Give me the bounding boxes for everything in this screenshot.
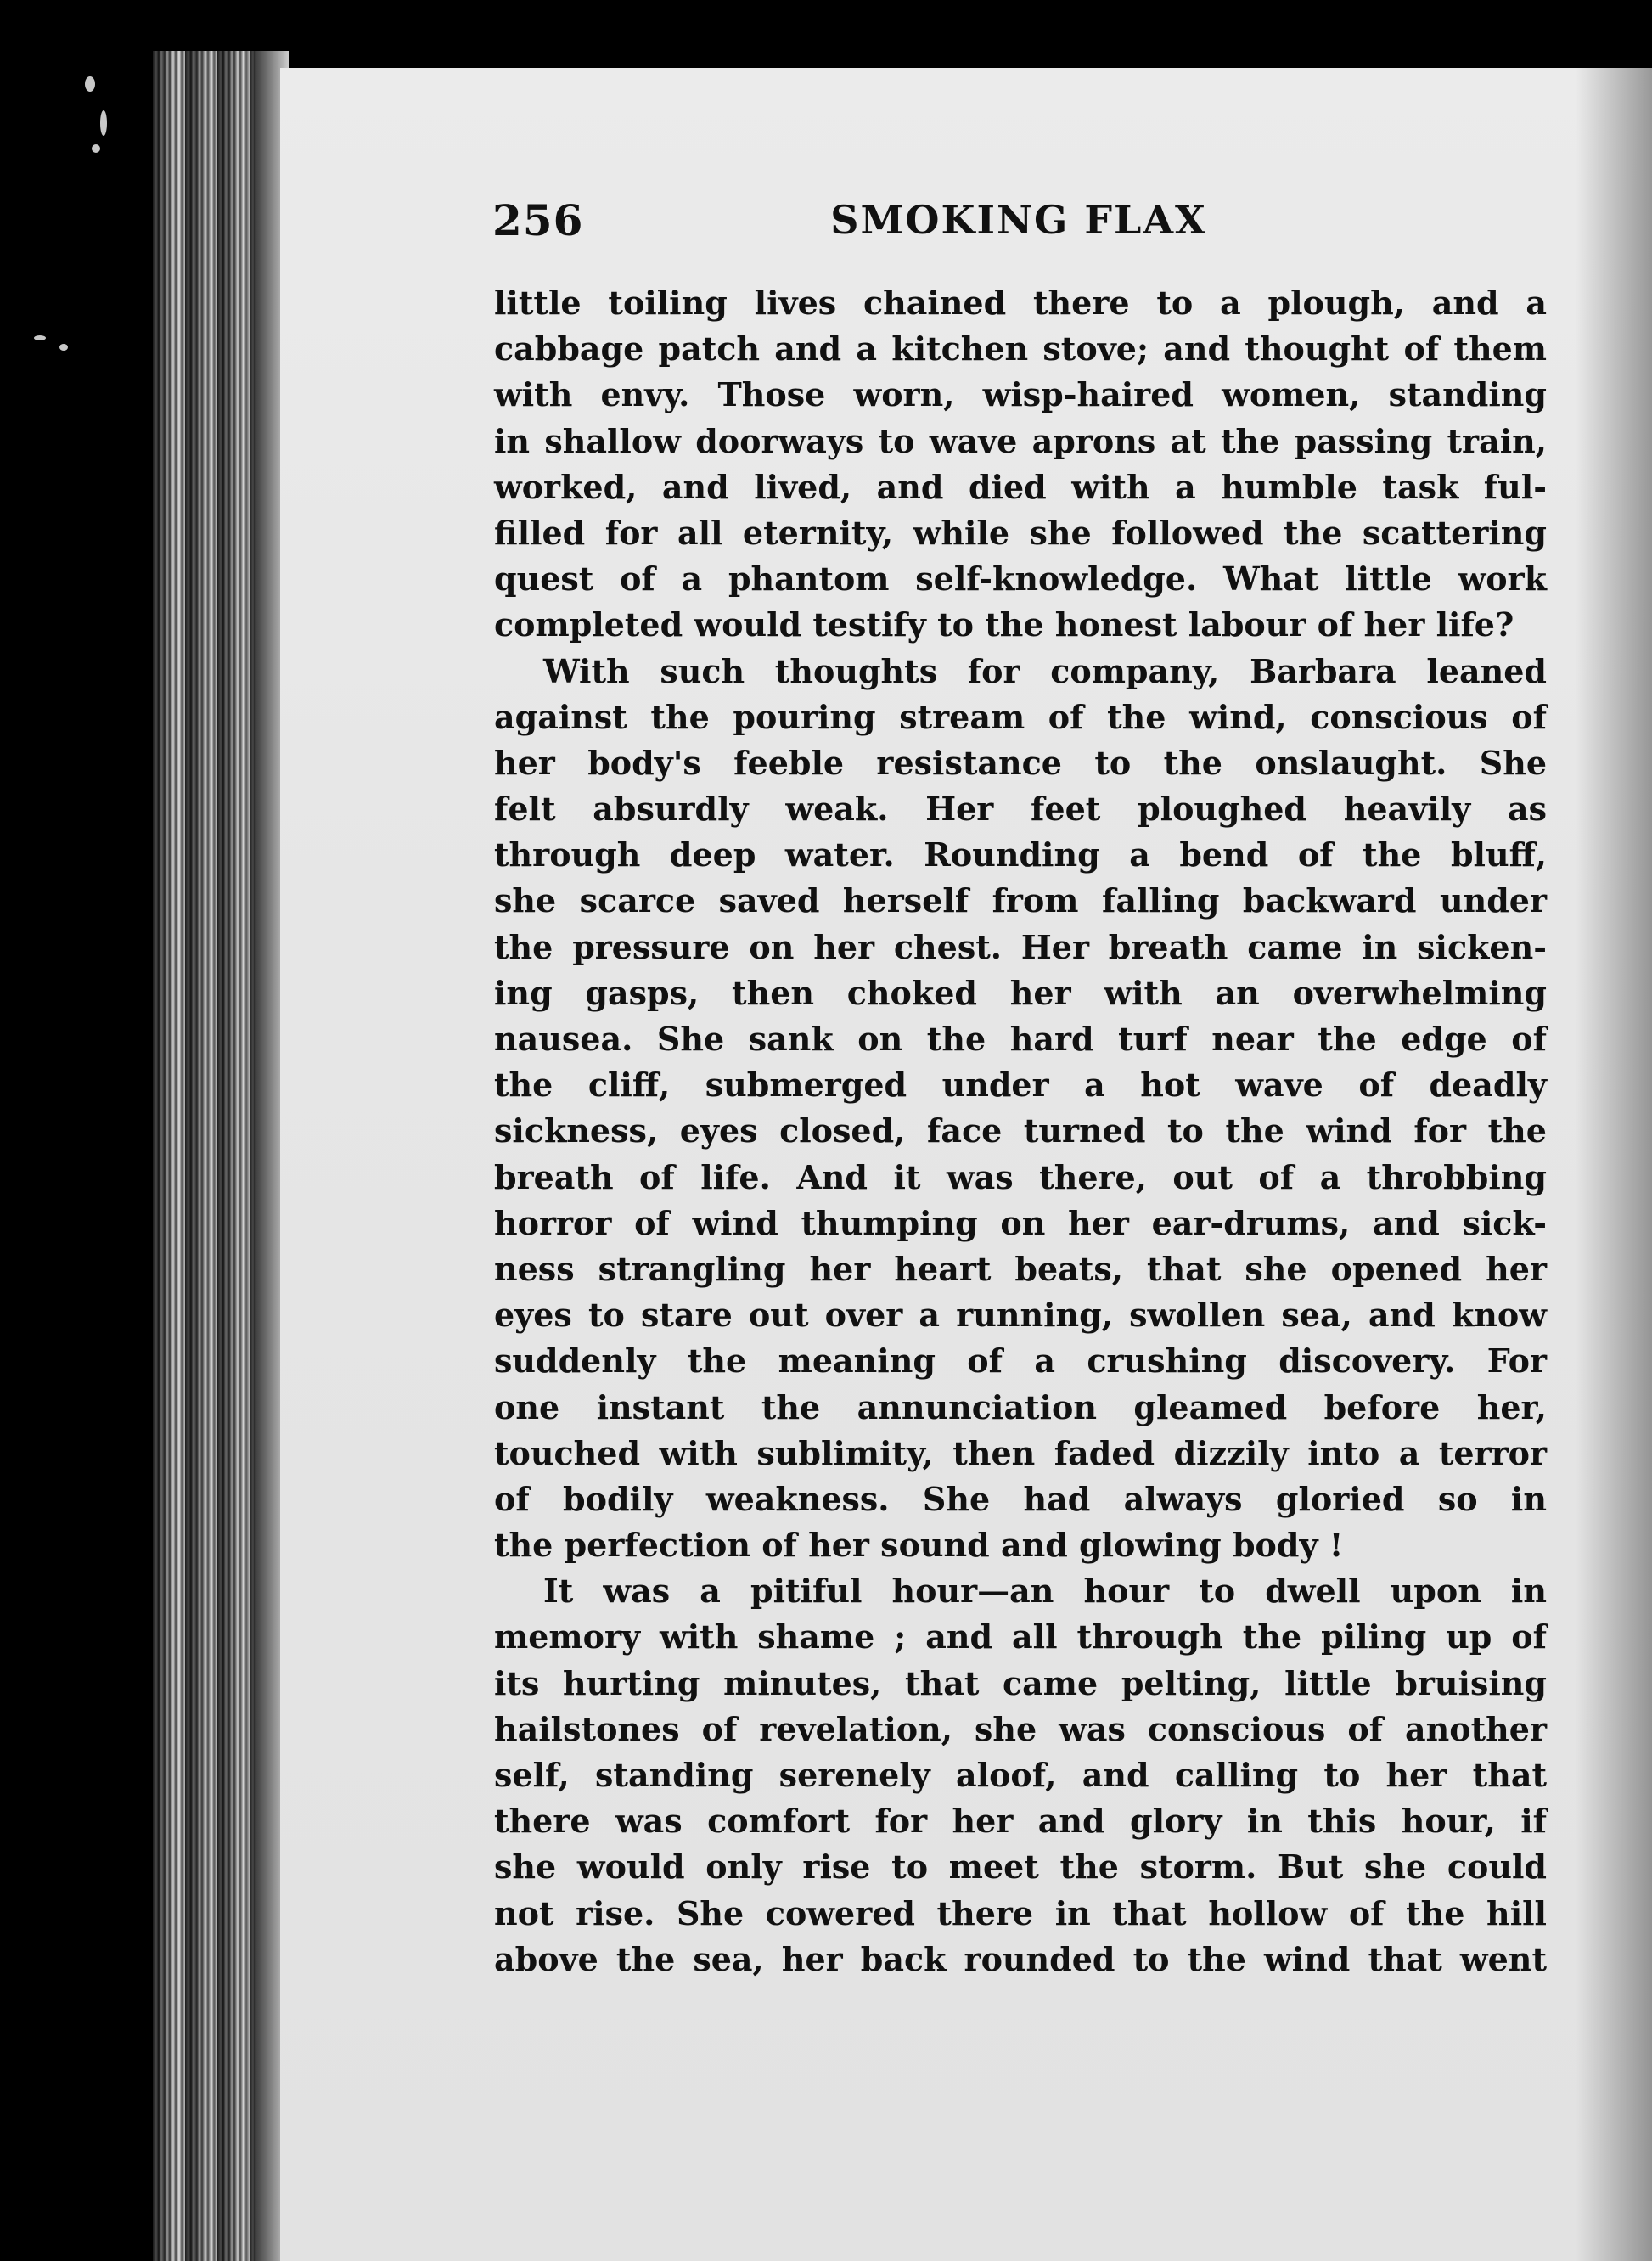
text-line: eyes to stare out over a running, swollen sea, and know [494,1296,1547,1335]
text-line: she would only rise to meet the storm. But she could [494,1848,1547,1887]
scan-speck [100,110,107,136]
text-line: the perfection of her sound and glowing body ! [494,1526,1344,1565]
text-line: With such thoughts for company, Barbara leaned [543,651,1547,690]
paragraph [494,1568,1547,1983]
paragraph [494,280,1547,649]
text-line: ing gasps, then choked her with an overwhelming [494,973,1547,1012]
text-line: cabbage patch and a kitchen stove; and thought of them [494,329,1547,368]
scan-speck [59,344,68,351]
text-line: felt absurdly weak. Her feet ploughed heavily as [494,790,1547,829]
text-line: self, standing serenely aloof, and calling to her that [494,1756,1547,1794]
text-line: one instant the annunciation gleamed before her, [494,1387,1547,1426]
text-line: ness strangling her heart beats, that she opened her [494,1249,1547,1288]
running-title: SMOKING FLAX [830,197,1207,243]
book-page [280,68,1652,2261]
page-header [492,195,1545,255]
text-line: its hurting minutes, that came pelting, little bruising [494,1663,1547,1702]
text-line: quest of a phantom self-knowledge. What little work [494,560,1547,599]
text-line: her body's feeble resistance to the onslaught. She [494,743,1547,782]
text-line: not rise. She cowered there in that hollow of the hill [494,1893,1547,1932]
text-line: horror of wind thumping on her ear-drums, and sick- [494,1203,1547,1242]
text-line: of bodily weakness. She had always gloried so in [494,1479,1547,1518]
text-line: through deep water. Rounding a bend of the bluff, [494,835,1547,875]
text-line: sickness, eyes closed, face turned to the wind for the [494,1111,1547,1150]
page-edge-shadow [1576,68,1652,2261]
text-line: the pressure on her chest. Her breath came in sicken- [494,927,1547,966]
page-number: 256 [492,195,584,245]
text-line: breath of life. And it was there, out of a throbbing [494,1157,1547,1196]
text-line: she scarce saved herself from falling backward under [494,881,1547,920]
text-line: worked, and lived, and died with a humble task ful- [494,467,1547,506]
text-line: hailstones of revelation, she was conscious of another [494,1709,1547,1748]
text-line: nausea. She sank on the hard turf near the edge of [494,1020,1547,1058]
text-line: little toiling lives chained there to a plough, and a [494,284,1547,322]
text-line: the cliff, submerged under a hot wave of deadly [494,1066,1547,1105]
scan-speck [34,335,46,340]
text-line: there was comfort for her and glory in this hour, if [494,1802,1547,1841]
text-line: in shallow doorways to wave aprons at the passing train, [494,421,1547,460]
text-line: suddenly the meaning of a crushing discovery. For [494,1341,1547,1381]
text-line: above the sea, her back rounded to the wind that went [494,1939,1547,1978]
scan-speck [92,144,100,153]
text-line: It was a pitiful hour—an hour to dwell upon in [543,1572,1547,1611]
text-line: completed would testify to the honest labour of her life? [494,605,1514,644]
text-line: memory with shame ; and all through the piling up of [494,1617,1547,1656]
scan-speck [85,76,95,92]
text-line: filled for all eternity, while she followed the scattering [494,513,1547,552]
text-line: with envy. Those worn, wisp-haired women, standing [494,375,1547,414]
paragraph [494,649,1547,1569]
text-line: against the pouring stream of the wind, conscious of [494,697,1547,736]
text-line: touched with sublimity, then faded dizzily into a terror [494,1433,1547,1472]
body-text [494,280,1547,1983]
